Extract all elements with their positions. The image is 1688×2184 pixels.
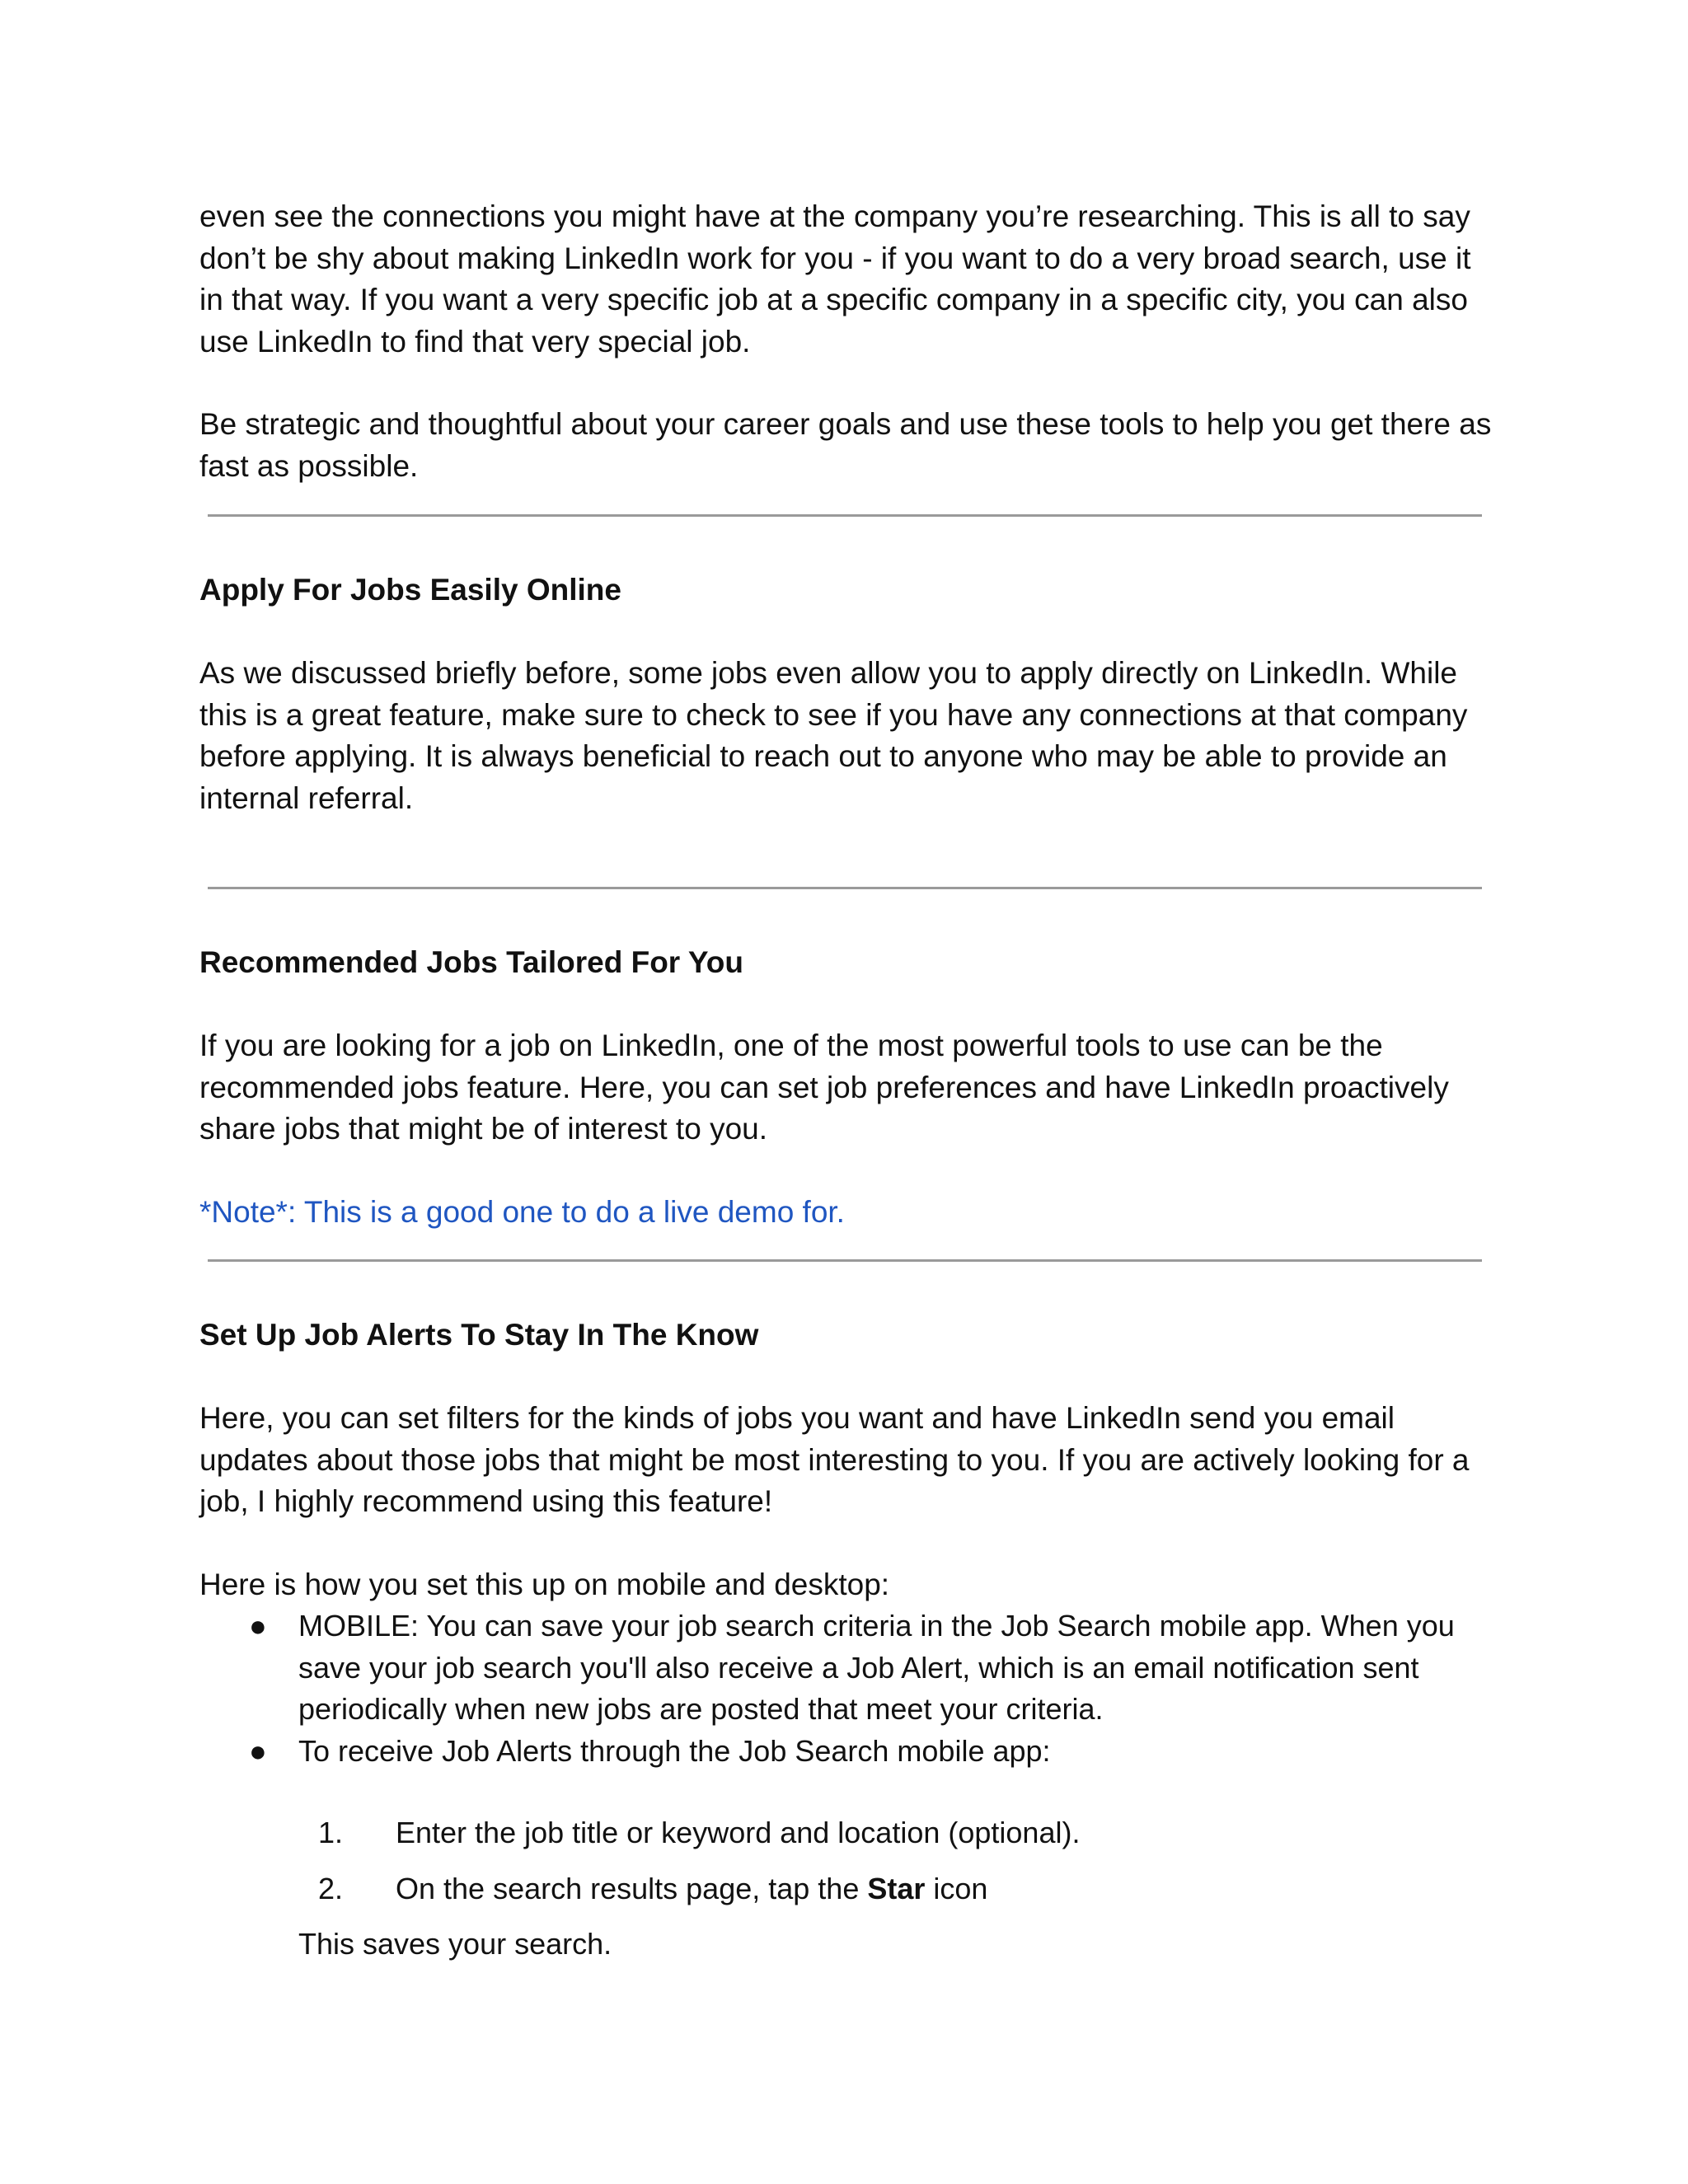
list-item bbox=[298, 1812, 1492, 1854]
section-divider bbox=[208, 887, 1482, 889]
live-demo-note: *Note*: This is a good one to do a live demo for. bbox=[199, 1195, 845, 1229]
how-to-intro: Here is how you set this up on mobile and desktop: bbox=[199, 1568, 890, 1601]
step-number: 2. bbox=[318, 1872, 344, 1905]
apply-section-body: As we discussed briefly before, some jobs even allow you to apply directly on LinkedIn. While this is a great feature, make sure to check to see if you have any connections at that company before applying. It is always beneficial to reach out to anyone who may be able to provide an internal referral. bbox=[199, 656, 1468, 815]
numbered-steps bbox=[298, 1812, 1492, 1924]
saves-search-text: This saves your search. bbox=[298, 1927, 612, 1961]
bullet-icon: ● bbox=[249, 1733, 267, 1768]
recommended-section-body: If you are looking for a job on LinkedIn, one of the most powerful tools to use can be the recommended jobs feature. Here, you can set job preferences and have LinkedIn proactively share jobs that might be of interest to you. bbox=[199, 1029, 1449, 1146]
intro-paragraph-2: Be strategic and thoughtful about your career goals and use these tools to help you get there as fast as possible. bbox=[199, 407, 1492, 483]
intro-paragraph-1: even see the connections you might have at the company you’re researching. This is all to say don’t be shy about making LinkedIn work for you - if you want to do a very broad search, use it in that way. If you want a very specific job at a specific company in a specific city, you can also use LinkedIn to find that very special job. bbox=[199, 199, 1471, 359]
step-text: Enter the job title or keyword and location (optional). bbox=[396, 1816, 1081, 1849]
bullet-text-receive-alerts: To receive Job Alerts through the Job Search mobile app: bbox=[298, 1733, 1051, 1768]
bullet-text-mobile: MOBILE: You can save your job search criteria in the Job Search mobile app. When you save your job search you'll also receive a Job Alert, which is an email notification sent periodically when new jobs are posted that meet your criteria. bbox=[298, 1609, 1455, 1726]
section-divider bbox=[208, 514, 1482, 517]
star-label: Star bbox=[867, 1872, 926, 1905]
bullet-list bbox=[199, 1605, 1492, 1772]
alerts-section-body: Here, you can set filters for the kinds of jobs you want and have LinkedIn send you email updates about those jobs that might be most interesting to you. If you are actively looking for a job, I highly recommend using this feature! bbox=[199, 1401, 1470, 1518]
apply-section-heading: Apply For Jobs Easily Online bbox=[199, 573, 621, 607]
step-number: 1. bbox=[318, 1816, 344, 1849]
recommended-section-heading: Recommended Jobs Tailored For You bbox=[199, 945, 743, 979]
step-text bbox=[396, 1872, 987, 1905]
list-item bbox=[199, 1605, 1492, 1731]
bullet-icon: ● bbox=[249, 1609, 267, 1643]
step-text-after: icon bbox=[925, 1872, 988, 1905]
step-text-before: On the search results page, tap the bbox=[396, 1872, 868, 1905]
list-item bbox=[298, 1868, 1492, 1910]
alerts-section-heading: Set Up Job Alerts To Stay In The Know bbox=[199, 1318, 759, 1352]
section-divider bbox=[208, 1259, 1482, 1262]
list-item bbox=[199, 1731, 1492, 1773]
